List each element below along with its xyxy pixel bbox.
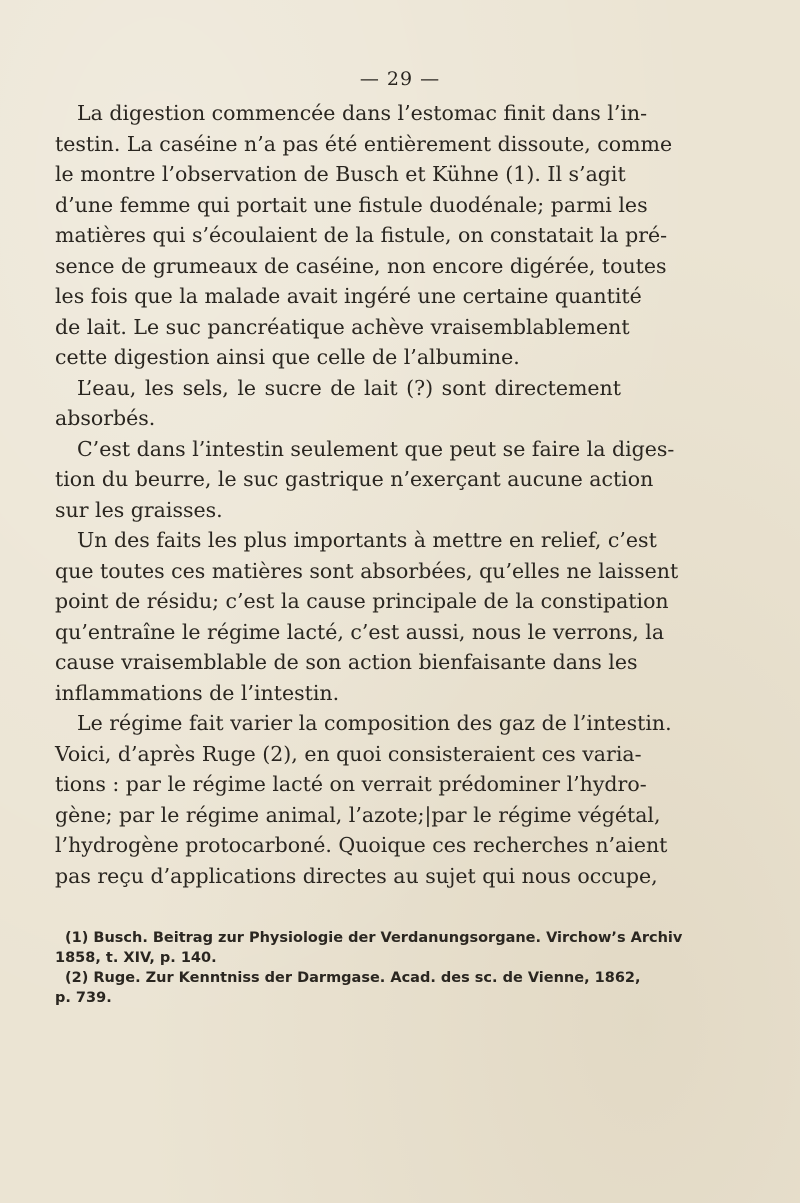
text-line: sence de grumeaux de caséine, non encore digérée, toutes xyxy=(55,253,667,278)
text-line: qu’entraîne le régime lacté, c’est aussi, nous le verrons, la xyxy=(55,619,665,644)
footnotes xyxy=(55,928,683,1008)
text-line: inflammations de l’intestin. xyxy=(55,680,340,705)
text-line: le montre l’observation de Busch et Kühne (1). Il s’agit xyxy=(55,162,626,186)
footnote-line: p. 739. xyxy=(55,990,112,1006)
text-line: Le régime fait varier la composition des gaz de l’intestin. xyxy=(77,711,672,735)
text-line: sur les graisses. xyxy=(55,497,223,522)
text-line: matières qui s’écoulaient de la fistule, on constatait la pré- xyxy=(55,223,668,247)
text-line: cette digestion ainsi que celle de l’albumine. xyxy=(55,345,520,369)
footnote-line: (2) Ruge. Zur Kenntniss der Darmgase. Acad. des sc. de Vienne, 1862, xyxy=(65,970,641,986)
text-line: tion du beurre, le suc gastrique n’exerçant aucune action xyxy=(55,467,654,491)
text-line: cause vraisemblable de son action bienfaisante dans les xyxy=(55,650,638,674)
footnote-line: 1858, t. XIV, p. 140. xyxy=(55,950,217,966)
text-line: Un des faits les plus importants à mettre en relief, c’est xyxy=(77,528,657,552)
text-line: tions : par le régime lacté on verrait prédominer l’hydro- xyxy=(55,772,647,796)
text-line: de lait. Le suc pancréatique achève vraisemblablement xyxy=(55,314,630,339)
text-line: absorbés. xyxy=(55,406,156,430)
text-line: C’est dans l’intestin seulement que peut se faire la diges- xyxy=(77,436,675,461)
text-line: les fois que la malade avait ingéré une certaine quantité xyxy=(55,284,642,308)
page-number: — 29 — xyxy=(359,68,441,90)
footnote-line: (1) Busch. Beitrag zur Physiologie der Verdanungsorgane. Virchow’s Archiv xyxy=(65,930,683,946)
text-line: que toutes ces matières sont absorbées, qu’elles ne laissent xyxy=(55,558,679,583)
text-line: d’une femme qui portait une fistule duodénale; parmi les xyxy=(55,192,648,217)
text-line: l’hydrogène protocarboné. Quoique ces recherches n’aient xyxy=(55,833,668,857)
text-line: L’eau, les sels, le sucre de lait (?) sont directement xyxy=(77,375,621,400)
text-line: La digestion commencée dans l’estomac finit dans l’in- xyxy=(77,101,648,125)
body-text xyxy=(55,98,679,891)
text-line: Voici, d’après Ruge (2), en quoi consisteraient ces varia- xyxy=(55,741,642,766)
text-line: testin. La caséine n’a pas été entièrement dissoute, comme xyxy=(55,131,673,156)
text-line: gène; par le régime animal, l’azote;|par le régime végétal, xyxy=(55,802,661,827)
text-line: pas reçu d’applications directes au sujet qui nous occupe, xyxy=(55,863,658,888)
text-line: point de résidu; c’est la cause principale de la constipation xyxy=(55,589,669,613)
